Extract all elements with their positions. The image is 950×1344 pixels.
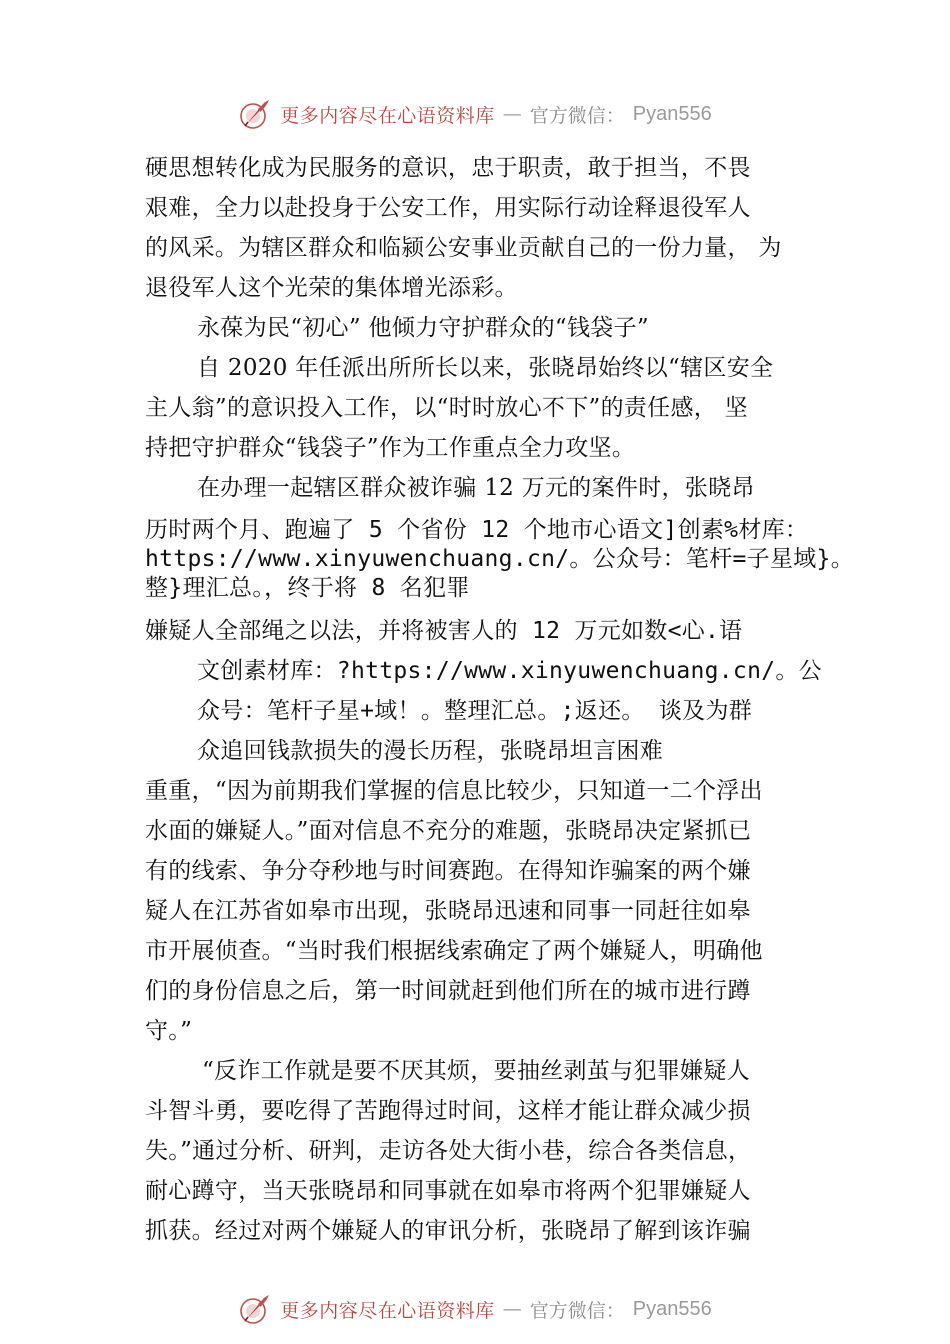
body-line: 众号：笔杆子星+域！。整理汇总。;返还。 谈及为群: [197, 698, 753, 724]
body-line: 文创素材库：?https://www.xinyuwenchuang.cn/。公: [197, 658, 822, 684]
body-line: 整}理汇总。，终于将 8 名犯罪: [145, 575, 470, 601]
body-line: 水面的嫌疑人。”面对信息不充分的难题，张晓昂决定紧抓已: [145, 818, 752, 844]
body-line: 众追回钱款损失的漫长历程，张晓昂坦言困难: [197, 738, 663, 764]
body-line: https://www.xinyuwenchuang.cn/。公众号：笔杆=子星域}。: [145, 546, 855, 572]
body-line: 疑人在江苏省如皋市出现，张晓昂迅速和同事一同赶往如皋: [145, 898, 751, 924]
body-line: 们的身份信息之后，第一时间就赶到他们所在的城市进行蹲: [145, 978, 751, 1004]
body-line: “反诈工作就是要不厌其烦，要抽丝剥茧与犯罪嫌疑人: [202, 1058, 750, 1084]
body-line: 自 2020 年任派出所所长以来，张晓昂始终以“辖区安全: [197, 355, 774, 381]
body-line: 退役军人这个光荣的集体增光添彩。: [145, 275, 518, 301]
header-banner: [0, 96, 950, 132]
body-line: 持把守护群众“钱袋子”作为工作重点全力攻坚。: [145, 435, 636, 461]
header-wechat-label: 官方微信：: [529, 104, 625, 127]
header-wechat-id: Pyan556: [632, 102, 712, 125]
footer-wechat-id: Pyan556: [632, 1297, 712, 1320]
body-line: 在办理一起辖区群众被诈骗 12 万元的案件时，张晓昂: [197, 475, 755, 501]
body-line: 硬思想转化成为民服务的意识，忠于职责，敢于担当，不畏: [145, 155, 751, 181]
header-site-name: 更多内容尽在心语资料库: [280, 104, 495, 127]
footer-wechat-label: 官方微信：: [529, 1299, 625, 1322]
body-line: 主人翁”的意识投入工作，以“时时放心不下”的责任感， 坚: [145, 395, 748, 421]
body-line: 失。”通过分析、研判，走访各处大街小巷，综合各类信息，: [145, 1138, 752, 1164]
document-body: [145, 148, 855, 1251]
quill-logo-icon: [238, 1292, 272, 1326]
quill-logo-icon: [238, 97, 272, 131]
footer-site-name: 更多内容尽在心语资料库: [280, 1299, 495, 1322]
body-line: 重重，“因为前期我们掌握的信息比较少，只知道一二个浮出: [145, 778, 763, 804]
section-heading: 永葆为民“初心” 他倾力守护群众的“钱袋子”: [197, 315, 649, 341]
body-line: 有的线索、争分夺秒地与时间赛跑。在得知诈骗案的两个嫌: [145, 858, 751, 884]
body-line: 抓获。经过对两个嫌疑人的审讯分析，张晓昂了解到该诈骗: [145, 1218, 751, 1244]
body-line: 耐心蹲守，当天张晓昂和同事就在如皋市将两个犯罪嫌疑人: [145, 1178, 751, 1204]
body-line: 的风采。为辖区群众和临颍公安事业贡献自己的一份力量， 为: [145, 235, 782, 261]
header-separator: —: [502, 103, 522, 125]
body-line: 嫌疑人全部绳之以法，并将被害人的 12 万元如数<心.语: [145, 618, 743, 644]
body-line: 守。”: [145, 1018, 193, 1044]
footer-banner: [0, 1291, 950, 1327]
body-line: 艰难，全力以赴投身于公安工作，用实际行动诠释退役军人: [145, 195, 751, 221]
body-line: 市开展侦查。“当时我们根据线索确定了两个嫌疑人，明确他: [145, 938, 763, 964]
footer-separator: —: [502, 1298, 522, 1320]
body-line: 历时两个月、跑遍了 5 个省份 12 个地市心语文]创素%材库：: [145, 517, 809, 543]
body-line: 斗智斗勇，要吃得了苦跑得过时间，这样才能让群众减少损: [145, 1098, 751, 1124]
